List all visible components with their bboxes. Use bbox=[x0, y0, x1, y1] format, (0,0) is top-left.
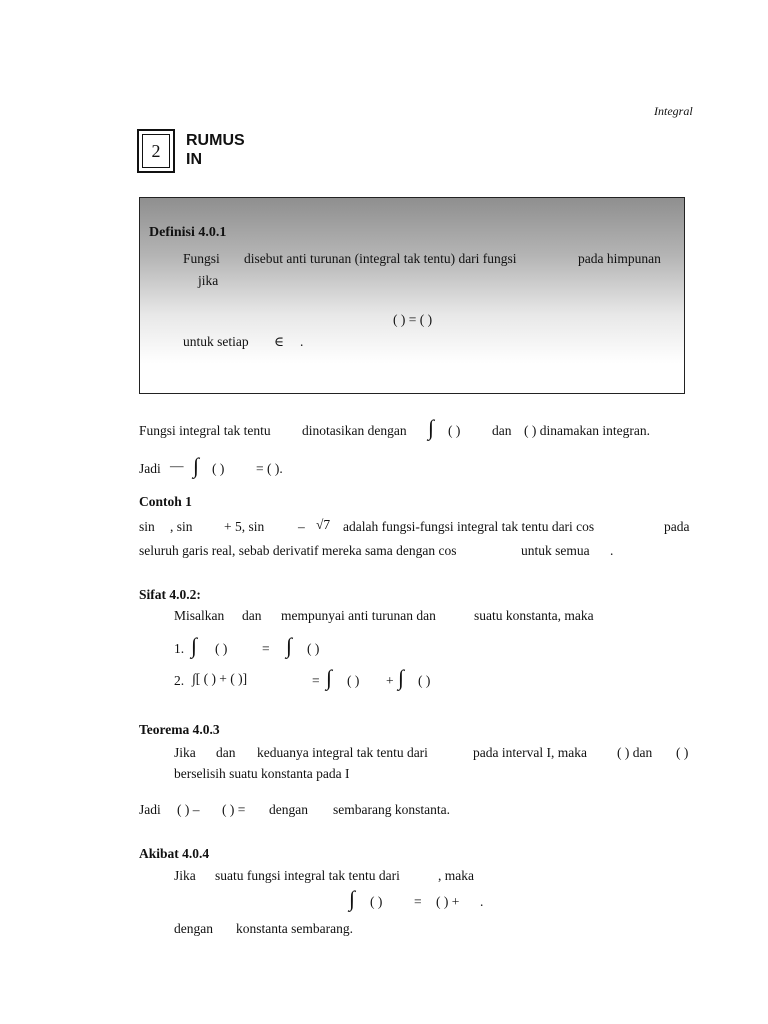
body-text: dan bbox=[242, 608, 262, 623]
body-text: , sin bbox=[170, 519, 193, 534]
body-text: konstanta sembarang. bbox=[236, 921, 353, 936]
integral-sign: ∫ bbox=[326, 665, 333, 690]
body-text: . bbox=[480, 894, 484, 909]
body-text: dan bbox=[492, 423, 512, 438]
chapter-title bbox=[186, 131, 245, 169]
body-text: . bbox=[610, 543, 614, 558]
body-text: pada bbox=[664, 519, 690, 534]
body-text: keduanya integral tak tentu dari bbox=[257, 745, 428, 760]
body-text: ( ) bbox=[212, 461, 225, 476]
definition-text: untuk setiap bbox=[183, 334, 249, 349]
definition-formula: ( ) = ( ) bbox=[393, 312, 433, 327]
body-text: dengan bbox=[174, 921, 213, 936]
integral-sign: ∫ bbox=[286, 633, 293, 658]
body-text: = ( ). bbox=[256, 461, 283, 476]
body-text: ∫[ ( ) + ( )] bbox=[192, 671, 248, 686]
definition-text: . bbox=[300, 334, 304, 349]
body-text: ( ) + bbox=[436, 894, 460, 909]
fraction-bar: — bbox=[170, 458, 184, 473]
body-text: ( ) bbox=[215, 641, 228, 656]
body-text: Jika bbox=[174, 745, 196, 760]
definition-heading: Definisi 4.0.1 bbox=[149, 225, 227, 240]
body-text: sembarang konstanta. bbox=[333, 802, 450, 817]
body-text: sin bbox=[139, 519, 155, 534]
body-text: ( ) dan bbox=[617, 745, 653, 760]
body-text: – bbox=[298, 519, 305, 534]
body-text: untuk semua bbox=[521, 543, 590, 558]
body-text: ( ) bbox=[307, 641, 320, 656]
chapter-title-line1: RUMUS bbox=[186, 132, 245, 149]
body-text: = bbox=[262, 641, 270, 656]
list-number: 2. bbox=[174, 673, 185, 688]
body-text: + bbox=[386, 673, 394, 688]
chapter-number-box bbox=[137, 129, 175, 173]
body-text: ( ) = bbox=[222, 802, 246, 817]
body-text: ( ) bbox=[347, 673, 360, 688]
body-text: suatu fungsi integral tak tentu dari bbox=[215, 868, 400, 883]
list-number: 1. bbox=[174, 641, 185, 656]
body-text: dan bbox=[216, 745, 236, 760]
body-text: ( ) dinamakan integran. bbox=[524, 423, 650, 438]
sqrt-seven: √7 bbox=[316, 517, 331, 532]
body-text: dinotasikan dengan bbox=[302, 423, 407, 438]
body-text: ( ) bbox=[418, 673, 431, 688]
body-text: seluruh garis real, sebab derivatif mereka sama dengan cos bbox=[139, 543, 457, 558]
body-text: + 5, sin bbox=[224, 519, 265, 534]
property-heading: Sifat 4.0.2: bbox=[139, 587, 201, 602]
definition-text: Fungsi bbox=[183, 251, 220, 266]
body-text: adalah fungsi-fungsi integral tak tentu dari cos bbox=[343, 519, 595, 534]
definition-text: jika bbox=[198, 273, 219, 288]
integral-sign: ∫ bbox=[193, 453, 200, 478]
definition-text: pada himpunan bbox=[578, 251, 661, 266]
body-text: Jadi bbox=[139, 461, 161, 476]
body-text: pada interval I, maka bbox=[473, 745, 587, 760]
body-text: dengan bbox=[269, 802, 308, 817]
body-text: Jika bbox=[174, 868, 196, 883]
body-text: , maka bbox=[438, 868, 474, 883]
body-text: = bbox=[312, 673, 320, 688]
body-text: ( ) bbox=[448, 423, 461, 438]
body-text: ( ) bbox=[370, 894, 383, 909]
body-text: berselisih suatu konstanta pada I bbox=[174, 766, 350, 781]
body-text: ( ) bbox=[676, 745, 689, 760]
chapter-title-line2: IN bbox=[186, 151, 202, 168]
theorem-heading: Teorema 4.0.3 bbox=[139, 722, 220, 737]
integral-sign: ∫ bbox=[398, 665, 405, 690]
body-text: suatu konstanta, maka bbox=[474, 608, 594, 623]
body-text: Fungsi integral tak tentu bbox=[139, 423, 271, 438]
body-text: Jadi bbox=[139, 802, 161, 817]
integral-sign: ∫ bbox=[349, 886, 356, 911]
body-text: Misalkan bbox=[174, 608, 225, 623]
body-text: mempunyai anti turunan dan bbox=[281, 608, 436, 623]
element-of-symbol: ∈ bbox=[274, 334, 284, 349]
corollary-heading: Akibat 4.0.4 bbox=[139, 846, 210, 861]
body-text: = bbox=[414, 894, 422, 909]
example-heading: Contoh 1 bbox=[139, 494, 192, 509]
chapter-number: 2 bbox=[142, 134, 170, 168]
definition-text: disebut anti turunan (integral tak tentu) dari fungsi bbox=[244, 251, 517, 266]
running-header: Integral bbox=[654, 104, 693, 118]
integral-sign: ∫ bbox=[428, 415, 435, 440]
integral-sign: ∫ bbox=[191, 633, 198, 658]
body-text: ( ) – bbox=[177, 802, 200, 817]
